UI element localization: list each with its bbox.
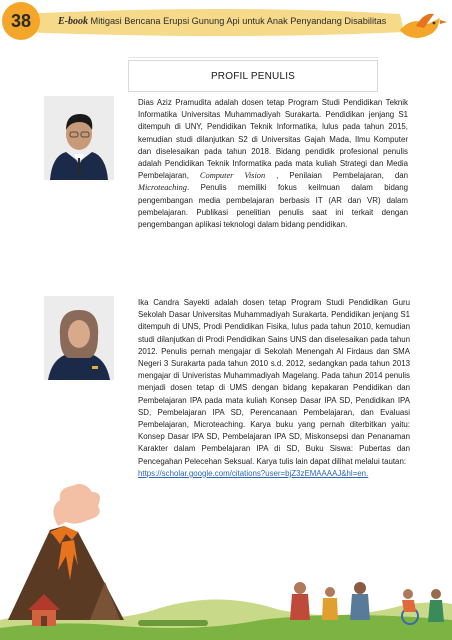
bio-italic: Computer Vision xyxy=(199,171,266,181)
bio-text: Dias Aziz Pramudita adalah dosen tetap Program Studi Pendidikan Teknik Informatika Universitas Muhammadiyah Surakarta. Pendidikan jenjang S1 ditempuh di UNY, Pendidikan Teknik Informatika, lulus pada tahun 2015, kemudian studi dilanjutkan S2 di Universitas Gajah Mada, Ilmu Komputer dan diselesaikan pada tahun 2018. Bidang pendidik profesional penulis adalah Pendidikan Teknik Informatika pada mata kuliah Strategi dan Media Pembelajaran, xyxy=(138,98,408,181)
section-title: PROFIL PENULIS xyxy=(210,70,296,82)
divider xyxy=(128,57,378,58)
bio-italic: Microteaching xyxy=(138,183,187,193)
header-title xyxy=(58,16,386,27)
section-title-box xyxy=(128,60,378,92)
author-photo xyxy=(44,296,114,380)
page-number: 38 xyxy=(10,10,32,31)
volcano-illustration xyxy=(0,470,452,640)
bio-text: Ika Candra Sayekti adalah dosen tetap Program Studi Pendidikan Guru Sekolah Dasar Universitas Muhammadiyah Surakarta. Pendidikan jenjang S1 ditempuh di UNS, Prodi Pendidikan Fisika, lulus pada tahun 2010, kemudian studi dilanjutkan di Prodi Pendidikan Sains UNS dan diselesaikan pada tahun 2012. Penulis pernah mengajar di Sekolah Menengah Al Firdaus dan SMA Negeri 3 Surakarta pada tahun 2010 s.d. 2012, sedangkan pada tahun 2013 mengajar di Univeristas Muhammadiyah Magelang. Pada tahun 2014 penulis menjadi dosen tetap di UMS dengan bidang kepakaran Pendidikan dan Pembelajaran IPA pada mata kuliah Konsep Dasar IPA SD, Pendidikan IPA SD, Pembelajaran IPA SD, Perencanaan Pembelajaran, dan Evaluasi Pembelajaran, Microteaching. Karya buku yang pernah diterbitkan yaitu: Konsep Dasar IPA SD, Pembelajaran IPA SD, Miskonsepsi dan Penanaman Karakter dalam Pembelajaran IPA di SD, Buku Siswa: Pubertas dan Pencegahan Pelecehan Seksual. Karya tulis lain dapat dilihat melalui tautan: xyxy=(138,298,410,466)
ebook-label: E-book xyxy=(58,16,88,27)
author2-bio xyxy=(138,297,410,480)
author1-bio xyxy=(138,97,408,231)
page-number-badge xyxy=(2,2,40,40)
bio-text: , Penilaian Pembelajaran, dan xyxy=(265,171,408,181)
bio-text: . Penulis memiliki fokus keilmuan dalam bidang pengembangan media pembelajaran berbasis IT (AR dan VR) dalam pembelajaran. Publikasi penelitian penulis saat ini terkait dengan pengembangan aplikasi teknologi dalam bidang pendidikan. xyxy=(138,183,408,230)
book-title: Mitigasi Bencana Erupsi Gunung Api untuk Anak Penyandang Disabilitas xyxy=(88,16,387,26)
author-photo xyxy=(44,96,114,180)
scholar-link[interactable]: https://scholar.google.com/citations?user=bjZ3zEMAAAAJ&hl=en. xyxy=(138,468,369,478)
bird-icon xyxy=(394,10,450,44)
